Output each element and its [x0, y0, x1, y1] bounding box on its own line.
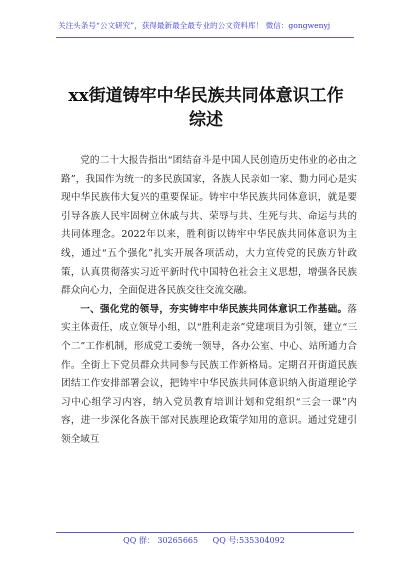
footer-qq-number: QQ 号:535304092	[212, 536, 285, 545]
intro-paragraph: 党的二十大报告指出“团结奋斗是中国人民创造历史伟业的必由之路”，我国作为统一的多民族国家，各族人民亲如一家、勠力同心是实现中华民族伟大复兴的重要保证。铸牢中华民族共同体意识，就是要引导各族人民牢固树立休戚与共、荣辱与共、生死与共、命运与共的共同体理念。2022年以来，胜利街以铸牢中华民族共同体意识为主线，通过“五个强化”扎实开展各项活动，大力宣传党的民族方针政策，认真贯彻落实习近平新时代中国特色社会主义思想，增强各民族群众向心力，全面促进各民族交往交流交融。	[61, 155, 357, 297]
footer-qq-group: QQ 群： 30265665	[123, 536, 199, 545]
document-title: xx街道铸牢中华民族共同体意识工作综述	[68, 86, 344, 130]
header-promo-note: 关注头条号“公文研究”，获得最新最全最专业的公文资料库！ 微信：gongwenyj	[58, 21, 331, 30]
section-1-heading: 一、强化党的领导，夯实铸牢中华民族共同体意识工作基础。	[80, 303, 348, 315]
section-1-paragraph	[61, 301, 357, 450]
header-divider	[56, 37, 354, 38]
footer-divider	[56, 532, 354, 533]
section-1-text: 落实主体责任，成立领导小组，以“胜利走亲”党建项目为引领，建立“三个二”工作机制，形成党工委统一领导，各办公室、中心、站所通力合作。全街上下党员群众共同参与民族工作新格局。定期召开街道民族团结工作安排部署会议，把铸牢中华民族共同体意识纳入街道理论学习中心组学习内容，纳入党员教育培训计划和党组织“三会一课”内容，进一步深化各族干部对民族理论政策学知用的意识。通过党建引领全域互	[61, 303, 357, 445]
document-body	[61, 152, 357, 450]
footer-contact	[0, 536, 408, 546]
